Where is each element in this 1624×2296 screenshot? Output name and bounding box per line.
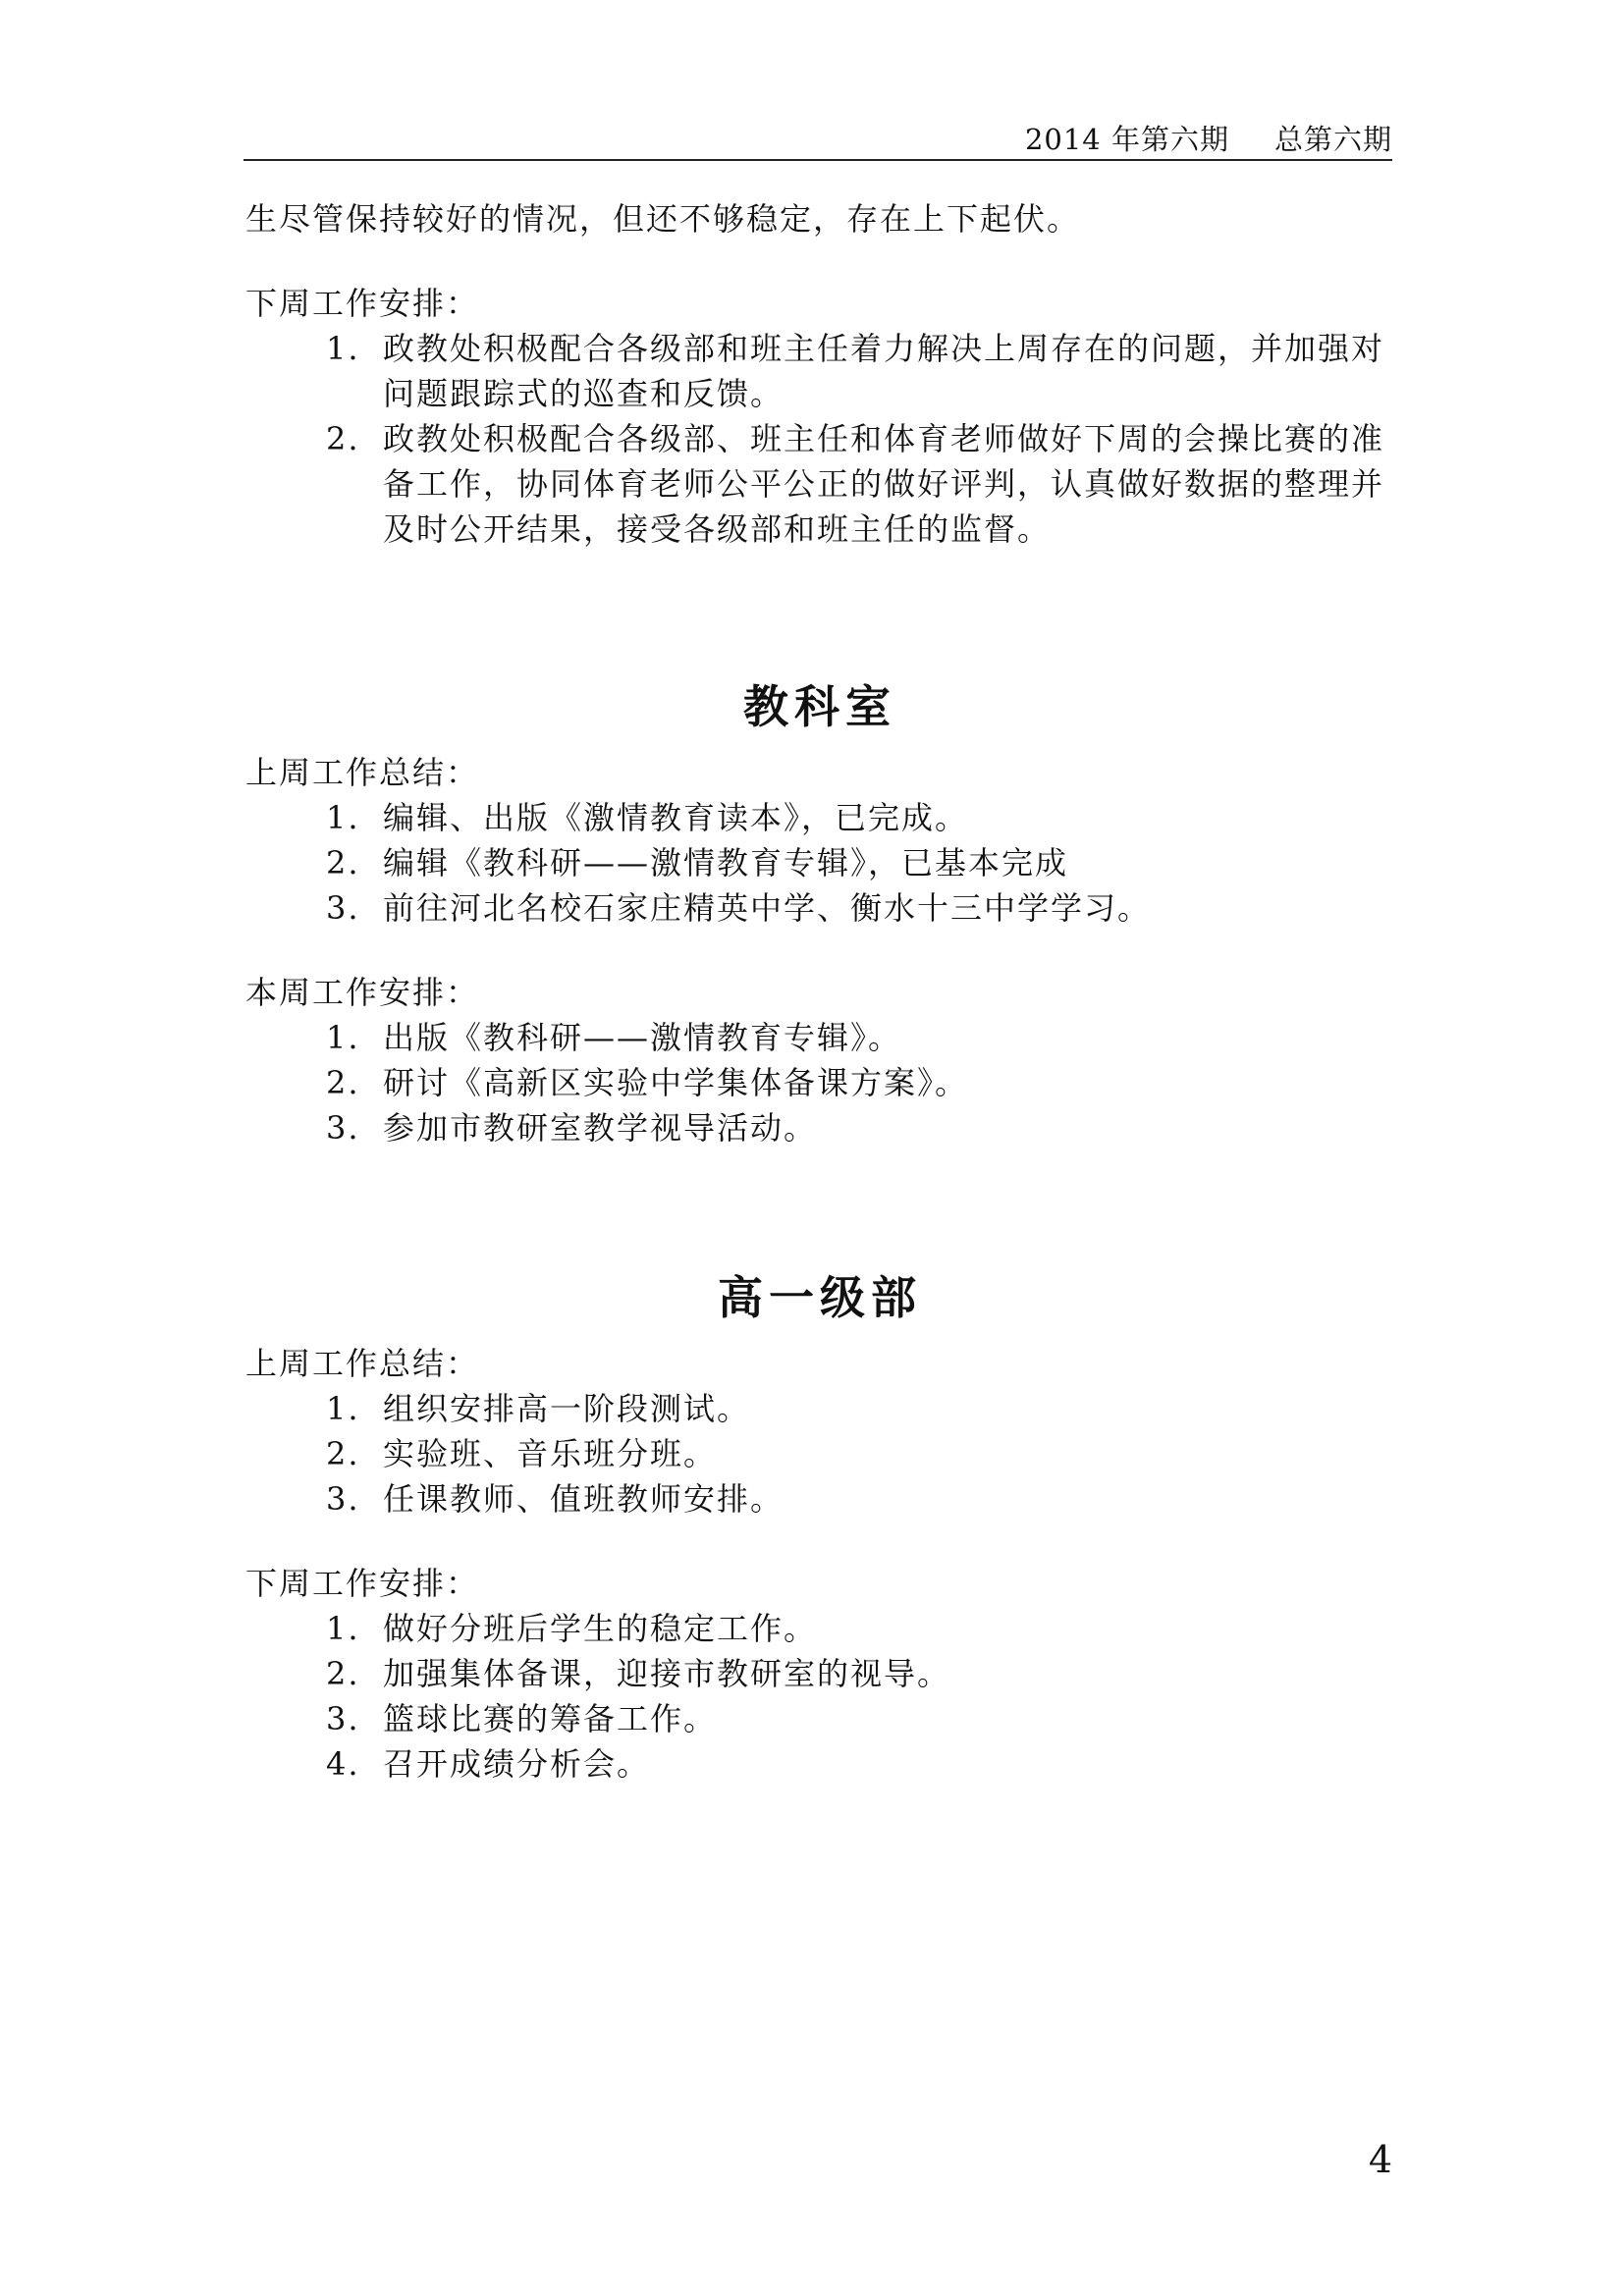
list-item xyxy=(245,1741,1394,1787)
list-item-number: 4. xyxy=(326,1745,360,1783)
list-item xyxy=(245,1606,1394,1651)
list-item-number: 2. xyxy=(326,420,360,457)
list-item-text: 前往河北名校石家庄精英中学、衡水十三中学学习。 xyxy=(383,889,1152,927)
list-item-number: 2. xyxy=(326,1064,360,1101)
this-week-plan-label: 本周工作安排： xyxy=(245,974,480,1011)
list-item-number: 3. xyxy=(326,1480,360,1518)
list-item xyxy=(245,1386,1394,1431)
list-item-text: 出版《教科研——激情教育专辑》。 xyxy=(383,1019,902,1056)
list-item-number: 3. xyxy=(326,1700,360,1737)
list-item xyxy=(245,1431,1394,1476)
list-item xyxy=(245,885,1394,931)
list-item xyxy=(245,840,1394,885)
list-item xyxy=(245,1696,1394,1741)
list-item-text: 参加市教研室教学视导活动。 xyxy=(383,1109,818,1147)
section-title-gaoyi: 高一级部 xyxy=(718,1271,922,1324)
list-item xyxy=(245,1651,1394,1696)
list-item-text: 任课教师、值班教师安排。 xyxy=(383,1480,785,1518)
continuation-paragraph: 生尽管保持较好的情况，但还不够稳定，存在上下起伏。 xyxy=(245,200,1081,238)
list-item-text: 政教处积极配合各级部、班主任和体育老师做好下周的会操比赛的准备工作，协同体育老师公平公正的做好评判，认真做好数据的整理并及时公开结果，接受各级部和班主任的监督。 xyxy=(383,420,1385,548)
page-number: 4 xyxy=(1368,2138,1392,2181)
list-item xyxy=(245,1105,1394,1150)
list-item-number: 1. xyxy=(326,1610,360,1647)
list-item xyxy=(245,1476,1394,1522)
list-item-text: 编辑、出版《激情教育读本》，已完成。 xyxy=(383,799,969,836)
list-item-number: 2. xyxy=(326,844,360,881)
last-week-summary-label: 上周工作总结： xyxy=(245,1345,480,1382)
list-item-text: 加强集体备课，迎接市教研室的视导。 xyxy=(383,1655,951,1692)
document-body xyxy=(245,196,1394,1787)
list-item-text: 实验班、音乐班分班。 xyxy=(383,1435,718,1472)
gaoyi-next-week-list xyxy=(245,1606,1394,1787)
list-item-text: 召开成绩分析会。 xyxy=(383,1745,651,1783)
list-item xyxy=(245,1060,1394,1105)
list-item xyxy=(245,326,1394,416)
list-item-number: 1. xyxy=(326,1019,360,1056)
list-item-number: 1. xyxy=(326,330,360,367)
list-item-number: 1. xyxy=(326,1390,360,1427)
list-item-number: 1. xyxy=(326,799,360,836)
list-item-number: 3. xyxy=(326,889,360,927)
list-item-text: 编辑《教科研——激情教育专辑》，已基本完成 xyxy=(383,844,1069,881)
header-text xyxy=(1025,118,1392,158)
gaoyi-last-week-list xyxy=(245,1386,1394,1522)
last-week-summary-label: 上周工作总结： xyxy=(245,754,480,791)
next-week-plan-label: 下周工作安排： xyxy=(245,285,480,322)
list-item-text: 篮球比赛的筹备工作。 xyxy=(383,1700,718,1737)
section-title-jiaokeshi: 教科室 xyxy=(743,680,896,733)
list-item-text: 政教处积极配合各级部和班主任着力解决上周存在的问题，并加强对问题跟踪式的巡查和反馈。 xyxy=(383,330,1385,412)
jiaokeshi-last-week-list xyxy=(245,795,1394,931)
list-item-number: 2. xyxy=(326,1435,360,1472)
page-header xyxy=(244,116,1392,161)
header-issue: 2014 年第六期 xyxy=(1024,123,1229,156)
jiaokeshi-this-week-list xyxy=(245,1015,1394,1150)
list-item-text: 组织安排高一阶段测试。 xyxy=(383,1390,751,1427)
header-total-issue: 总第六期 xyxy=(1273,123,1392,156)
next-week-plan-label: 下周工作安排： xyxy=(245,1565,480,1602)
list-item xyxy=(245,416,1394,552)
list-item-text: 研讨《高新区实验中学集体备课方案》。 xyxy=(383,1064,969,1101)
list-item xyxy=(245,795,1394,840)
list-item xyxy=(245,1015,1394,1060)
list-item-number: 3. xyxy=(326,1109,360,1147)
list-item-number: 2. xyxy=(326,1655,360,1692)
political-next-week-list xyxy=(245,326,1394,552)
list-item-text: 做好分班后学生的稳定工作。 xyxy=(383,1610,818,1647)
